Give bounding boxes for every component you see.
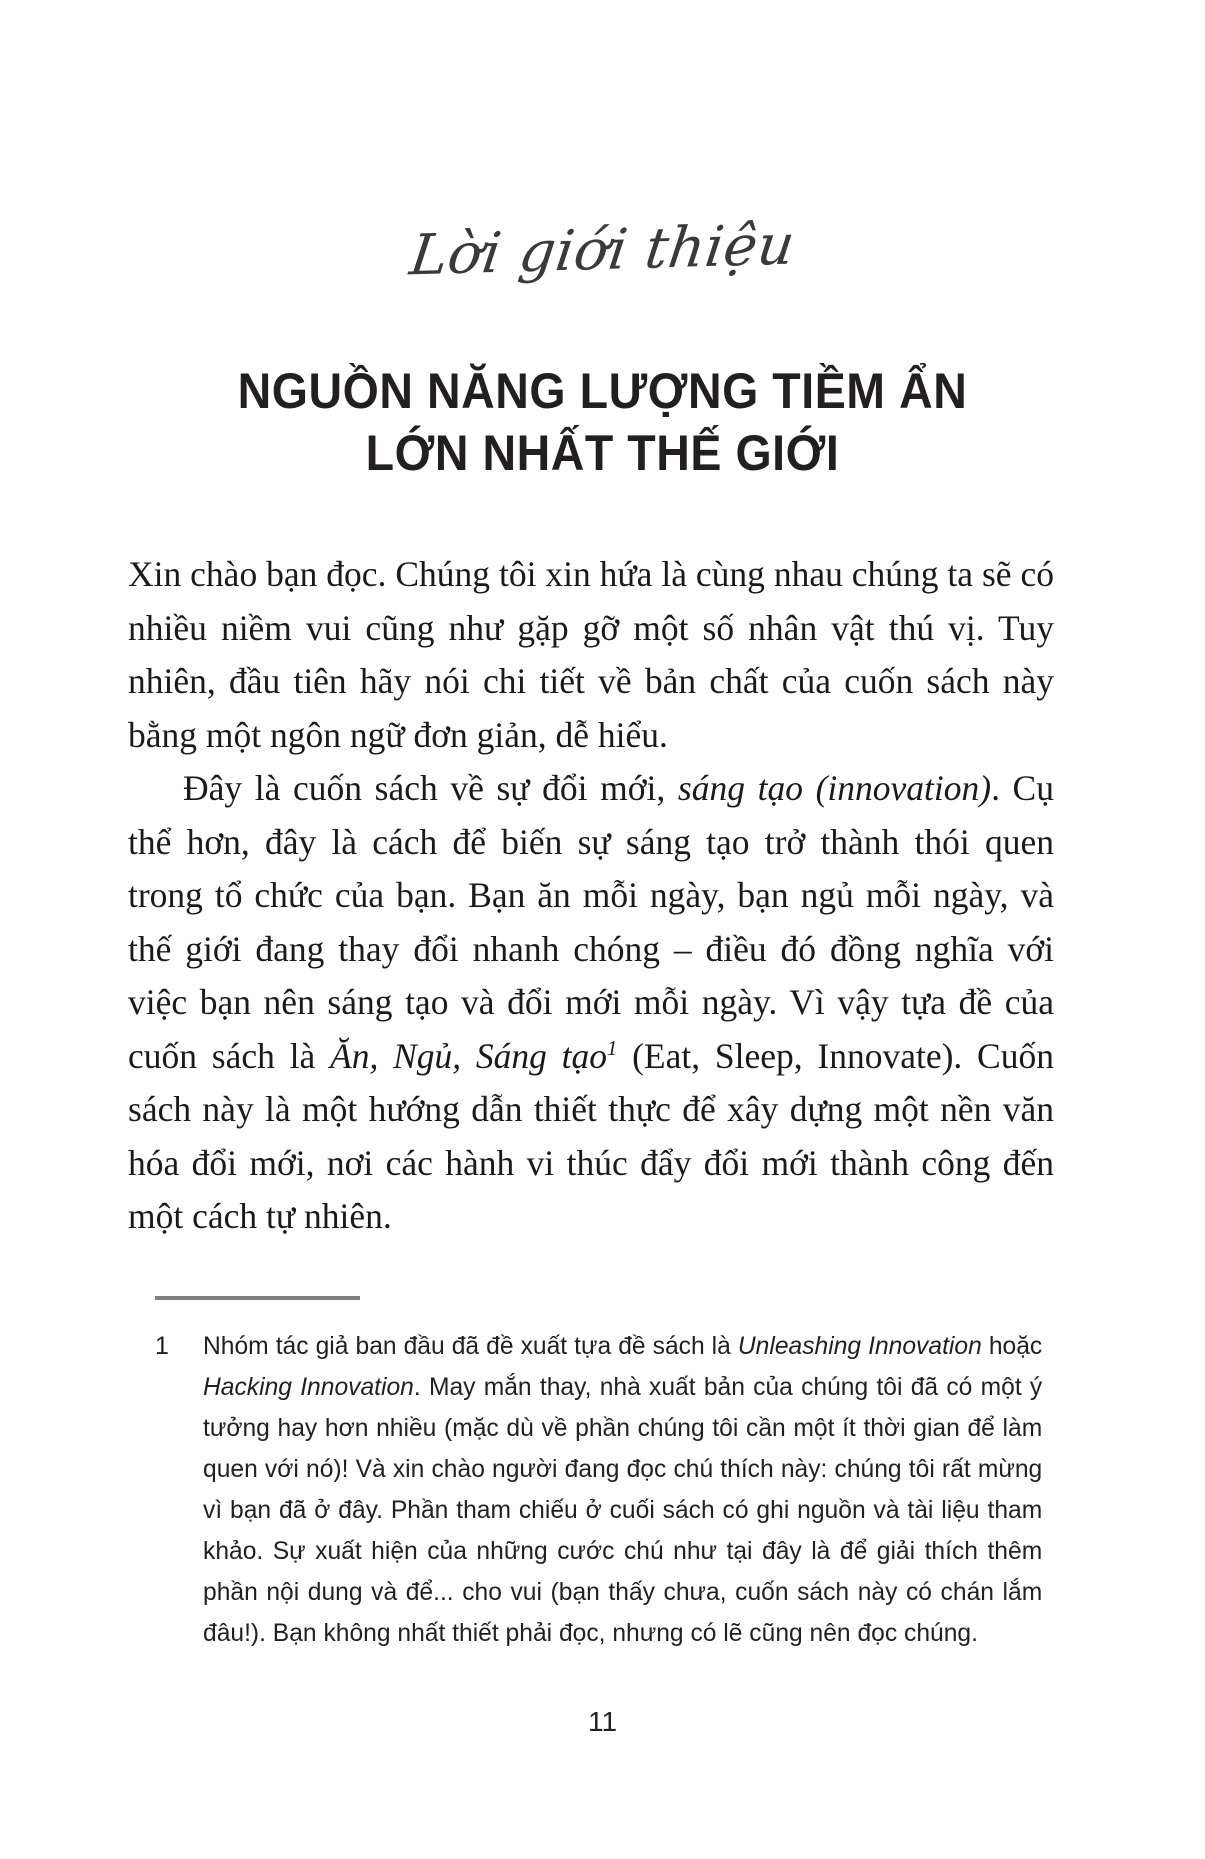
footnote-part-3: . May mắn thay, nhà xuất bản của chúng tôi đã có một ý tưởng hay hơn nhiều (mặc dù về phần chúng tôi cần một ít thời gian để làm quen với nó)! Và xin chào người đang đọc chú thích này: chúng tôi rất mừng vì bạn đã ở đây. Phần tham chiếu ở cuối sách có ghi nguồn và tài liệu tham khảo. Sự xuất hiện của những cước chú như tại đây là để giải thích thêm phần nội dung và để... cho vui (bạn thấy chưa, cuốn sách này có chán lắm đâu!). Bạn không nhất thiết phải đọc, nhưng có lẽ cũng nên đọc chúng.	[203, 1373, 1043, 1647]
body-copy	[128, 548, 1054, 1244]
body-paragraph-2-part-2: . Cụ thể hơn, đây là cách để biến sự sáng tạo trở thành thói quen trong tổ chức của bạn. Bạn ăn mỗi ngày, bạn ngủ mỗi ngày, và thế giới đang thay đổi nhanh chóng – điều đó đồng nghĩa với việc bạn nên sáng tạo và đổi mới mỗi ngày. Vì vậy tựa đề của cuốn sách là	[128, 768, 1054, 1076]
footnote-divider	[155, 1296, 360, 1300]
footnote-number: 1	[155, 1332, 169, 1360]
footnote-entry	[155, 1326, 1055, 1654]
page-title	[42, 360, 1163, 484]
page-number: 11	[587, 1706, 618, 1737]
body-paragraph-2	[128, 762, 1054, 1244]
footnote-part-1: Nhóm tác giả ban đầu đã đề xuất tựa đề sách là	[203, 1332, 738, 1360]
body-paragraph-1: Xin chào bạn đọc. Chúng tôi xin hứa là cùng nhau chúng ta sẽ có nhiều niềm vui cũng như gặp gỡ một số nhân vật thú vị. Tuy nhiên, đầu tiên hãy nói chi tiết về bản chất của cuốn sách này bằng một ngôn ngữ đơn giản, dễ hiểu.	[128, 554, 1054, 755]
footnote-section	[155, 1296, 1055, 1654]
page-title-line-2: LỚN NHẤT THẾ GIỚI	[365, 425, 840, 481]
script-heading: Lời giới thiệu	[406, 212, 799, 289]
body-paragraph-2-part-3: (Eat, Sleep, Innovate). Cuốn sách này là một hướng dẫn thiết thực để xây dựng một nền văn hóa đổi mới, nơi các hành vi thúc đẩy đổi mới thành công đến một cách tự nhiên.	[128, 1035, 1054, 1236]
body-emphasis-innovation: sáng tạo (innovation)	[677, 768, 992, 808]
footnote-reference-marker[interactable]: 1	[607, 1037, 618, 1060]
footnote-emphasis-hacking-innovation: Hacking Innovation	[203, 1373, 414, 1401]
footnote-part-2: hoặc	[981, 1332, 1043, 1360]
body-paragraph-2-part-1: Đây là cuốn sách về sự đổi mới,	[183, 768, 678, 808]
page-title-line-1: NGUỒN NĂNG LƯỢNG TIỀM ẨN	[237, 363, 968, 419]
footnote-emphasis-unleashing-innovation: Unleashing Innovation	[737, 1332, 982, 1360]
footnote-text	[203, 1326, 1042, 1654]
book-title-emphasis: Ăn, Ngủ, Sáng tạo	[330, 1035, 608, 1076]
